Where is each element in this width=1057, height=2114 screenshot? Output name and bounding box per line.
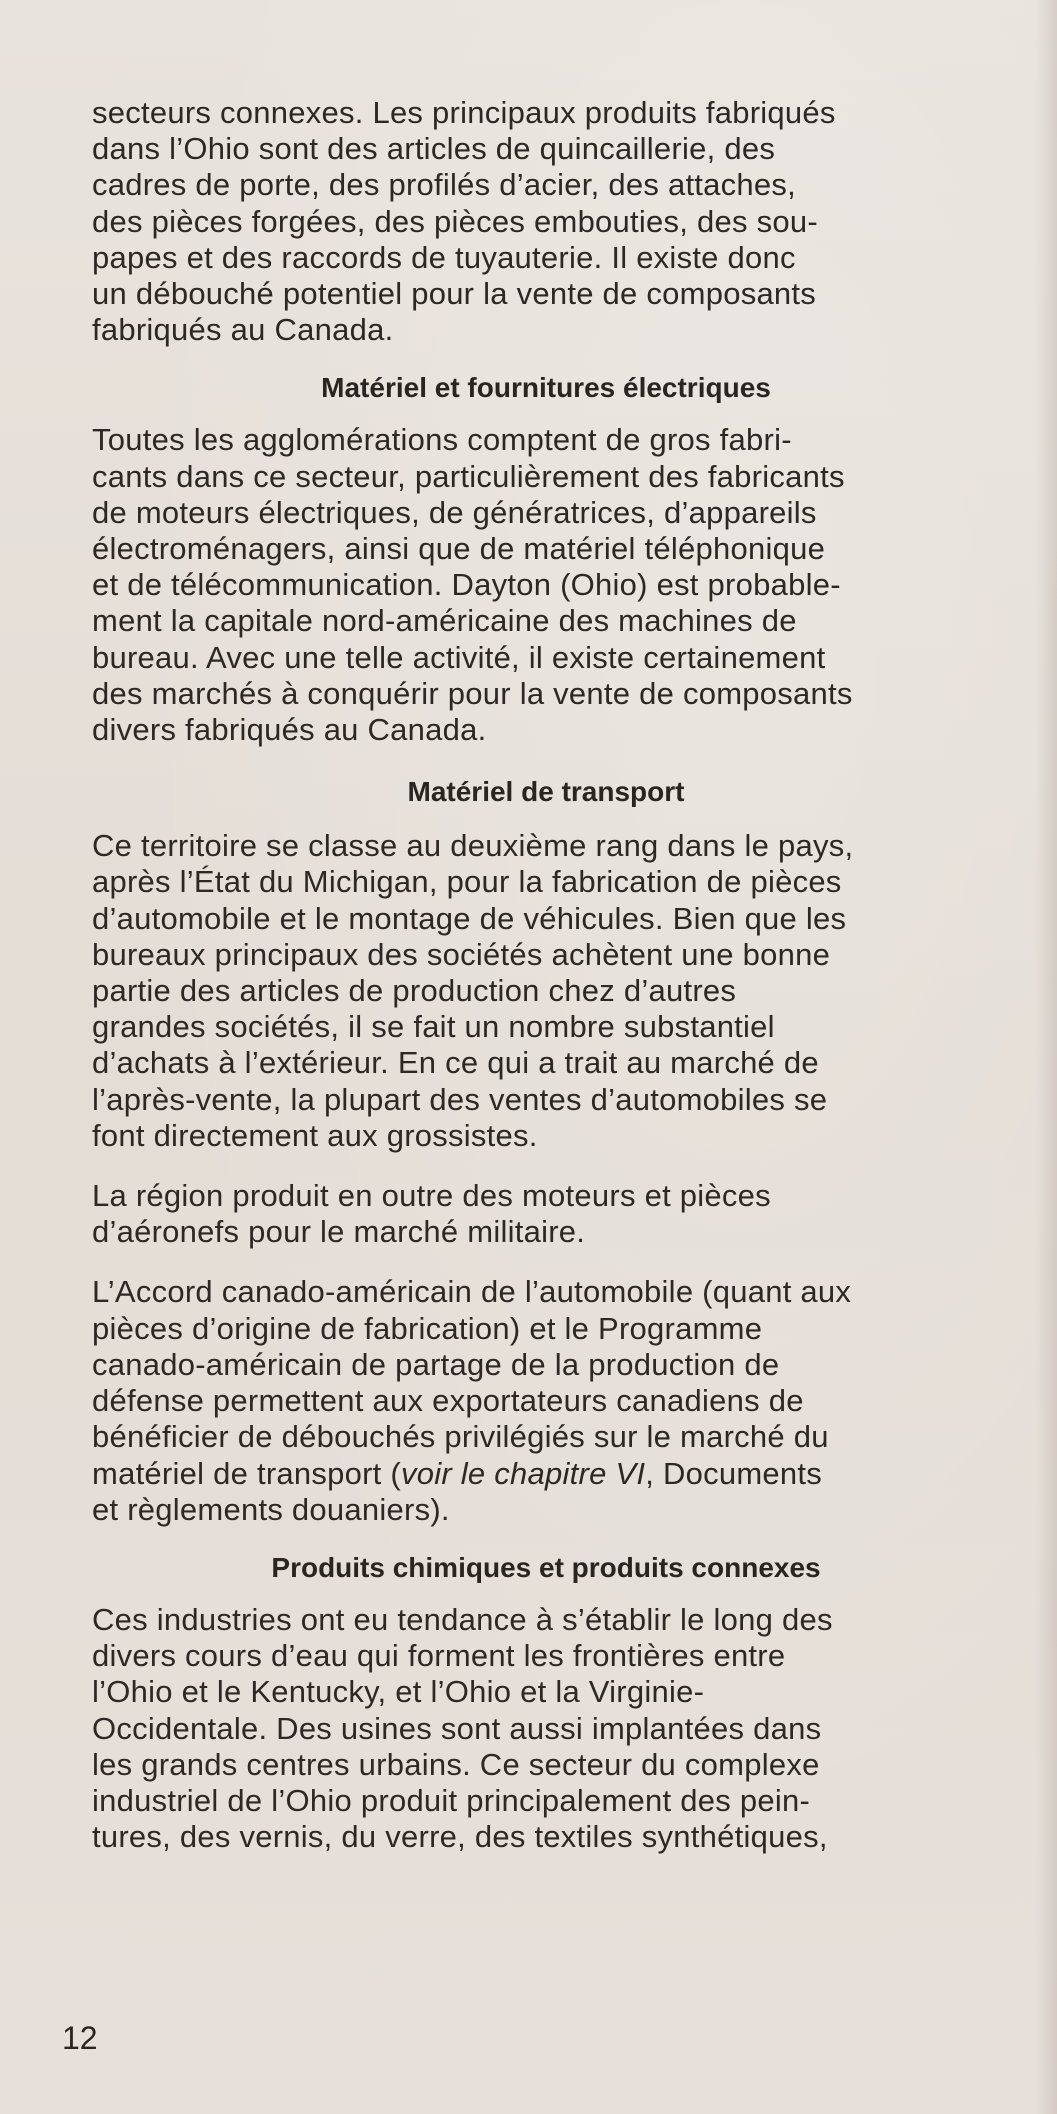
paragraph-chemical-products: Ces industries ont eu tendance à s’établir le long des divers cours d’eau qui forment les frontières entre l’Ohio et le Kentucky, et l’Ohio et la Virginie- Occidentale. Des usines sont aussi implantées dans les grands centres urbains. Ce secteur du complexe industriel de l’Ohio produit principalement des pein- tures, des vernis, du verre, des textiles synthétiques, [92,1601,833,1855]
paragraph-transport-equipment: Ce territoire se classe au deuxième rang dans le pays, après l’État du Michigan, pour la fabrication de pièces d’automobile et le montage de véhicules. Bien que les bureaux principaux des sociétés achètent une bonne partie des articles de production chez d’autres grandes sociétés, il se fait un nombre substantiel d’achats à l’extérieur. En ce qui a trait au marché de l’après-vente, la plupart des ventes d’automobiles se font directement aux grossistes. [92,828,854,1153]
auto-pact-text-end: , Documents et règlements douaniers). [92,1455,822,1527]
paragraph-electrical-equipment: Toutes les agglomérations comptent de gros fabri- cants dans ce secteur, particulièrement des fabricants de moteurs électriques, de génératrices, d’appareils électroménagers, ainsi que de matériel téléphonique et de télécommunication. Dayton (Ohio) est probable- ment la capitale nord-américaine des machines de bureau. Avec une telle activité, il existe certainement des marchés à conquérir pour la vente de composants divers fabriqués au Canada. [92,422,853,748]
heading-transport-equipment: Matériel de transport [407,776,685,808]
heading-chemical-products: Produits chimiques et produits connexes [271,1551,821,1583]
auto-pact-text: L’Accord canado-américain de l’automobile (quant aux pièces d’origine de fabrication) et le Programme canado-américain de partage de la production de défense permettent aux exportateurs canadiens de bénéficier de débouchés privilégiés sur le marché du matériel de transport ( [92,1274,852,1491]
paragraph-aircraft-engines: La région produit en outre des moteurs et pièces d’aéronefs pour le marché militaire. [92,1178,771,1250]
heading-electrical-equipment: Matériel et fournitures électriques [321,372,771,404]
page-edge-shadow [1035,0,1057,2114]
paragraph-metal-products: secteurs connexes. Les principaux produits fabriqués dans l’Ohio sont des articles de quincaillerie, des cadres de porte, des profilés d’acier, des attaches, des pièces forgées, des pièces embouties, des sou- papes et des raccords de tuyauterie. Il existe donc un débouché potentiel pour la vente de composants fabriqués au Canada. [92,95,836,348]
text-column [92,95,1000,1855]
chapter-reference: voir le chapitre VI [400,1455,646,1491]
page-number: 12 [62,2020,98,2056]
paragraph-auto-pact [92,1274,1000,1527]
